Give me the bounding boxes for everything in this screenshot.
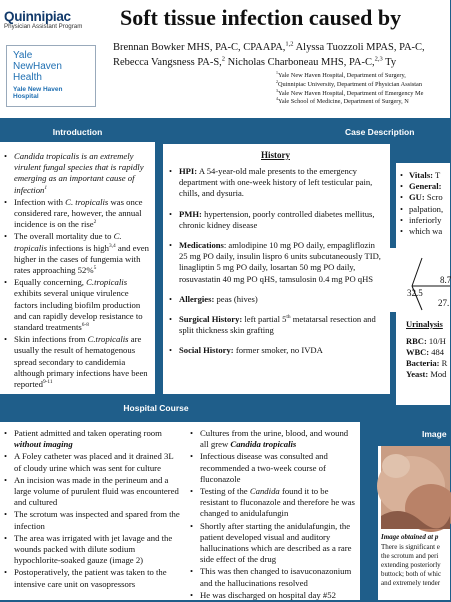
hospital-course-heading: Hospital Course: [123, 403, 189, 413]
introduction-list: [2, 151, 151, 390]
list-item: • The overall mortality due to C. tropicalis infections is high$^{3,4}$ and even higher in the cases of fungemia with rates approaching 52%$^5$: [2, 231, 151, 276]
gu-item: • GU: Scro: [399, 192, 450, 203]
hpi-item: • HPI: A 54-year-old male presents to the emergency department with one-week history of left testicular pain, chills, and dysuria.: [167, 166, 384, 200]
header-divider: [0, 118, 450, 121]
list-item: • Equally concerning, C.tropicalis exhibits several unique virulence factors including biofilm production and can rapidly develop resistance to standard treatments$^{6-8}$: [2, 277, 151, 333]
authors-line-1: Brennan Bowker MHS, PA-C, CPAAPA,$^{1,2}$ Alyssa Tuozzoli MPAS, PA-C,: [113, 40, 425, 53]
image-description: There is significant e the scrotum and peri extending posteriorly buttock; both of whic and extremely tender: [381, 543, 442, 587]
poster-title: Soft tissue infection caused by: [120, 5, 402, 30]
list-item: • The area was irrigated with jet lavage and the wounds packed with dilute sodium hypochlorite-soaked gauze (image 2): [2, 533, 182, 567]
medications-item: • Medications: amlodipine 10 mg PO daily, empagliflozin 25 mg PO daily, insulin lispro 6 units subcutaneously TID, linagliptin 5 mg PO daily, losartan 50 mg PO daily, rosuvastatin 40 mg PO qHS, tamsulosin 0.4 mg PO qHS: [167, 240, 384, 285]
clinical-photo-placeholder: [381, 446, 450, 529]
urinalysis-title: Urinalysis: [406, 319, 443, 329]
lab-left-value: 32.5: [407, 288, 423, 298]
list-item: • The scrotum was inspected and spared from the infection: [2, 509, 182, 531]
rbc-value: RBC: 10/H: [406, 336, 446, 346]
course-column-1: [2, 428, 182, 591]
yale-new-haven-logo: Yale NewHaven Health Yale New Haven Hospital: [6, 45, 96, 107]
list-item: • A Foley catheter was placed and it drained 3L of cloudy urine which was sent for culture: [2, 451, 182, 473]
allergies-item: • Allergies: peas (hives): [167, 294, 384, 305]
surgical-history-item: • Surgical History: left partial 5th metatarsal resection and split thickness skin grafting: [167, 314, 384, 336]
urinalysis-block: [406, 319, 450, 389]
image-heading: Image: [422, 429, 447, 439]
list-item: • This was then changed to isavuconazonium and the hallucinations resolved: [188, 566, 358, 588]
list-item: • An incision was made in the perineum and a large volume of purulent fluid was encountered and cultured: [2, 475, 182, 509]
author-list: [113, 40, 425, 70]
list-item: • He was discharged on hospital day #52: [188, 590, 358, 601]
course-column-2: [188, 428, 358, 602]
lab-bottom-value: 27.: [438, 298, 450, 308]
list-item: • Postoperatively, the patient was taken to the intensive care unit on vasopressors: [2, 567, 182, 589]
list-item: • Infectious disease was consulted and recommended a two-week course of fluconazole: [188, 451, 358, 485]
exam-panel: • Vitals: T • General: • GU: Scro • palpation, • inferiorly • which wa: [396, 163, 450, 405]
hospital-course-panel: [0, 422, 360, 600]
general-item: • General:: [399, 181, 450, 192]
poster-header: [0, 0, 450, 118]
lab-fishbone: [390, 248, 450, 312]
clinical-photo: [381, 446, 450, 529]
authors-line-2: Rebecca Vangsness PA-S,$^2$ Nicholas Charboneau MHS, PA-C,$^{2,3}$ Ty: [113, 55, 397, 68]
image-caption: Image obtained at p: [381, 533, 439, 541]
quinnipiac-logo: Quinnipiac Physician Assistant Program: [4, 9, 83, 30]
list-item: • Cultures from the urine, blood, and wound all grew Candida tropicalis: [188, 428, 358, 450]
introduction-heading: Introduction: [52, 127, 103, 137]
wbc-value: WBC: 484: [406, 347, 445, 357]
affiliations: $^1$Yale New Haven Hospital, Department of Surgery, $^2$Quinnipiac University, Department of Physician Assistan $^3$Yale New Haven Hospital, Department of Emergency Me $^4$Yale School of Medicine, Department of Surgery, N: [276, 70, 424, 106]
list-item: • Patient admitted and taken operating room without imaging: [2, 428, 182, 450]
bacteria-value: Bacteria: R: [406, 358, 448, 368]
case-description-heading: Case Description: [345, 127, 415, 137]
introduction-panel: [0, 142, 155, 394]
list-item: • Skin infections from C.tropicalis are usually the result of hematogenous spread secondary to candidemia although primary infections have been reported$^{9-11}$: [2, 334, 151, 390]
pmh-item: • PMH: hypertension, poorly controlled diabetes mellitus, chronic kidney disease: [167, 209, 384, 231]
list-item: • Candida tropicalis is an extremely virulent fungal species that is rapidly emerging as an important cause of infection$^1$: [2, 151, 151, 196]
history-title: History: [261, 150, 290, 160]
social-history-item: • Social History: former smoker, no IVDA: [167, 345, 384, 356]
history-panel: [163, 144, 390, 394]
list-item: • Infection with C. tropicalis was once considered rare, however, the annual incidence is on the rise$^2$: [2, 197, 151, 231]
list-item: • Testing of the Candida found it to be resistant to fluconazole and therefore he was changed to anidulafungin: [188, 486, 358, 520]
list-item: • Shortly after starting the anidulafungin, the patient developed visual and auditory hallucinations which are described as a rare side effect of the drug: [188, 521, 358, 566]
vitals-item: • Vitals: T: [399, 170, 450, 181]
lab-top-value: 8.7: [440, 275, 451, 285]
yeast-value: Yeast: Mod: [406, 369, 447, 379]
image-panel: [378, 446, 450, 600]
